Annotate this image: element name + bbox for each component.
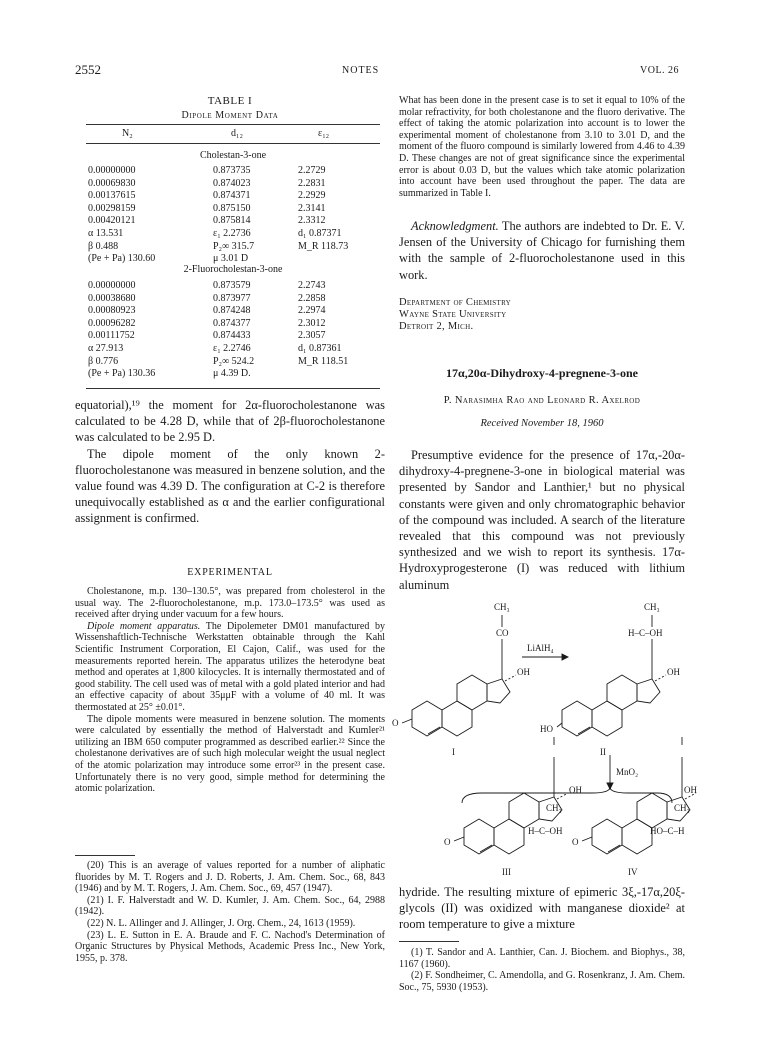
compound-label-III: III [502,867,511,877]
compound-label-IV: IV [628,867,638,877]
address-line: Department of Chemistry [399,297,512,308]
table-cell: ε₁ 2.2746 [213,343,251,354]
footnote-rule [75,855,385,856]
table-cell: 0.00069830 [88,177,136,189]
table-cell: 0.00298159 [88,202,136,214]
scheme-label: O [392,718,399,728]
right-body [399,447,685,593]
table-cell: 0.874371 [213,190,251,202]
paragraph: equatorial),¹⁹ the moment for 2α-fluorocholestanone was calculated to be 4.28 D, while that of 2β-fluorocholestanone was calculated to be 2.95 D. [75,398,385,445]
right-body-continued [399,884,685,933]
table-col-header: ε₁₂ [318,128,330,139]
table-cell: 0.00000000 [88,165,136,176]
footnote: (23) L. E. Sutton in E. A. Braude and F. C. Nachod's Determination of Organic Structures by Physical Methods, Academic Press Inc., New York, 1955, p. 378. [75,929,385,964]
table-title: TABLE I [207,95,253,107]
paragraph: The dipole moment of the only known 2-fluorocholestanone was measured in benzene solution, and the value found was 4.39 D. The configuration at C-2 is therefore unequivocally established as α and the earlier configurational assignment is confirmed. [75,446,385,526]
scheme-label: OH [667,667,680,677]
table-col-header: N₂ [122,128,133,139]
table-cell: 0.00000000 [88,280,136,291]
table-cell: 0.875150 [213,202,251,214]
table-cell: μ 3.01 D [213,253,249,265]
scheme-label: CH₃ [494,602,510,612]
acknowledgment [399,218,685,283]
paragraph: Cholestanone, m.p. 130–130.5°, was prepared from cholesterol in the usual way. The 2-fluorocholestanone, m.p. 173.0–173.5° was used as received after drying under vacuum for a few hours. [75,586,385,621]
table-cell: 0.873735 [213,165,251,176]
scheme-label: CH₃ [546,803,562,813]
table-cell: 2.3312 [298,215,326,227]
scheme-label: CO [496,628,509,638]
table-row [0,343,759,355]
scheme-label: HO–C–H [650,826,685,836]
table-cell: 0.00111752 [88,330,135,342]
scheme-label: CH₃ [674,803,690,813]
paragraph: hydride. The resulting mixture of epimeric 3ξ,-17α,20ξ-glycols (II) was oxidized with manganese dioxide² at room temperature to give a mixture [399,885,685,932]
article-title: 17α,20α-Dihydroxy-4-pregnene-3-one [446,366,638,380]
table-cell: 0.874248 [213,305,251,317]
table-cell: M_R 118.73 [298,240,349,252]
table-cell: 2.2929 [298,190,326,202]
table-cell: d₁ 0.87371 [298,228,342,239]
table-section-title: 2-Fluorocholestan-3-one [183,264,283,275]
compound-label-II: II [600,747,606,757]
scheme-label: O [444,837,451,847]
right-top-text [399,95,685,199]
table-cell: 2.3012 [298,317,326,329]
table-col-header: d₁₂ [231,128,243,139]
table-caption: Dipole Moment Data [181,110,279,121]
page-number: 2552 [75,62,101,77]
steroid-skeleton-III [454,737,568,854]
table-cell: β 0.776 [88,355,119,367]
run-in-heading: Acknowledgment. [411,219,499,233]
table-cell: 0.874023 [213,177,251,189]
paragraph-text: The Dipolemeter DM01 manufactured by Wissenshaftlich-Technische Werkstatten obtainable through the Kahl Scientific Instrument Corporation, El Cajon, Calif., was used for the measurements reported herein. The apparatus utilizes the heterodyne beat method and operates at 1,800 kilocycles. It is internally thermostated and of good stability. The cell used was of metal with a gold plated interior and had an effective capacity of about 35μμF with a volume of 40 ml. It was thermostated at 25° ±0.01°. [75,620,385,713]
table-cell: α 13.531 [88,228,124,239]
footnote: (1) T. Sandor and A. Lanthier, Can. J. Biochem. and Biophys., 38, 1167 (1960). [399,947,685,970]
table-cell: 2.3141 [298,202,326,214]
table-cell: 0.873977 [213,292,251,304]
table-cell: 2.2974 [298,305,326,317]
table-cell: μ 4.39 D. [213,368,251,380]
experimental-text [75,586,385,795]
table-rule-top [86,124,380,125]
left-body [75,397,385,527]
paragraph-text: The authors are indebted to Dr. E. V. Jensen of the University of Chicago for furnishing them with the sample of 2-fluorocholestanone used in this work. [399,219,685,282]
right-footnotes [399,947,685,993]
footnote: (2) F. Sondheimer, C. Amendolla, and G. Rosenkranz, J. Am. Chem. Soc., 75, 5930 (1953). [399,970,685,993]
table-cell: β 0.488 [88,240,119,252]
table-cell: (Pe + Pa) 130.36 [88,368,156,380]
scheme-label: H–C–OH [628,628,663,638]
table-cell: P₂∞ 524.2 [213,355,255,367]
scheme-label: O [572,837,579,847]
article-authors: P. Narasimha Rao and Leonard R. Axelrod [443,395,641,406]
table-rule-head [86,143,380,144]
scheme-label: HO [540,724,553,734]
footnote: (20) This is an average of values reported for a number of aliphatic fluorides by M. T. Rogers and J. D. Roberts, J. Am. Chem. Soc., 68, 843 (1946) and by M. T. Rogers, J. Am. Chem. Soc., 69, 457 (1947). [75,860,385,895]
table-cell: 0.874433 [213,330,251,342]
table-row [0,203,759,215]
table-section-title: Cholestan-3-one [199,150,267,161]
paragraph [75,621,385,714]
table-cell: α 27.913 [88,343,124,354]
reagent-label: LiAlH₄ [527,643,554,653]
left-footnotes [75,860,385,964]
running-section: NOTES [342,65,380,76]
footnote: (22) N. L. Allinger and J. Allinger, J. Org. Chem., 24, 1613 (1959). [87,917,356,929]
paragraph: Presumptive evidence for the presence of 17α,-20α-dihydroxy-4-pregnene-3-one in biological material was presented by Sandor and Lanthier,¹ but no physical constants were given and only chromatographic behavior of the compound was included. A search of the literature revealed that this compound was not previously synthesized and we wish to report its synthesis. 17α-Hydroxyprogesterone (I) was reduced with lithium aluminum [399,448,685,592]
table-cell: 0.00137615 [88,190,136,202]
compound-label-I: I [452,747,455,757]
table-cell: 0.00096282 [88,317,136,329]
experimental-heading: EXPERIMENTAL [187,567,273,578]
scheme-label: H–C–OH [528,826,563,836]
table-cell: 0.874377 [213,317,251,329]
paragraph: The dipole moments were measured in benzene solution. The moments were calculated by essentially the method of Halverstadt and Kumler²¹ utilizing an IBM 650 computer programmed as described earlier.²² Since the cholestanone derivatives are of such high molecular weight the usual neglect of the atomic polarization may introduce some error²³ in the present case. Unfortunately there is no very good, simple method for determining the atomic polarization. [75,713,385,795]
table-cell: 0.00420121 [88,215,136,227]
scheme-label: OH [684,785,697,795]
paragraph: What has been done in the present case is to set it equal to 10% of the molar refractivity, for both cholestanone and the fluoro derivative. The effect of taking the atomic polarization into account is to lower the experimental moment of cholestanone from 3.10 to 3.01 D, and the moment of the fluoro compound is similarly lowered from 4.46 to 4.39 D. These changes are not of great significance since the experimental error is about 0.03 D, but the values which take atomic polarization into account have been used throughout the paper. The data are summarized in Table I. [399,95,685,199]
reaction-scheme [392,595,697,885]
table-cell: 2.2729 [298,165,326,176]
paragraph [399,218,685,283]
address-block [399,297,685,333]
table-cell: 2.2858 [298,292,326,304]
table-cell: ε₁ 2.2736 [213,228,251,239]
table-cell: 0.875814 [213,215,251,227]
table-rule-bottom [86,388,380,389]
table-cell: P₂∞ 315.7 [213,240,255,252]
table-cell: 2.2743 [298,280,326,291]
table-cell: 2.3057 [298,330,326,342]
table-cell: M_R 118.51 [298,355,349,367]
scheme-label: OH [517,667,530,677]
scheme-label: CH₃ [644,602,660,612]
table-cell: (Pe + Pa) 130.60 [88,253,156,265]
table-cell: 0.00038680 [88,292,136,304]
address-line: Detroit 2, Mich. [399,321,474,332]
reagent-label: MnO₂ [616,767,639,777]
footnote-rule [399,941,685,942]
table-cell: 2.2831 [298,177,326,189]
table-cell: 0.873579 [213,280,251,291]
table-cell: d₁ 0.87361 [298,343,342,354]
address-line: Wayne State University [399,309,507,320]
scheme-label: OH [569,785,582,795]
volume-label: VOL. 26 [640,65,680,76]
received-date: Received November 18, 1960 [480,418,604,429]
footnote: (21) I. F. Halverstadt and W. D. Kumler, J. Am. Chem. Soc., 64, 2988 (1942). [75,894,385,918]
table-cell: 0.00080923 [88,305,136,317]
run-in-heading: Dipole moment apparatus. [87,620,201,632]
